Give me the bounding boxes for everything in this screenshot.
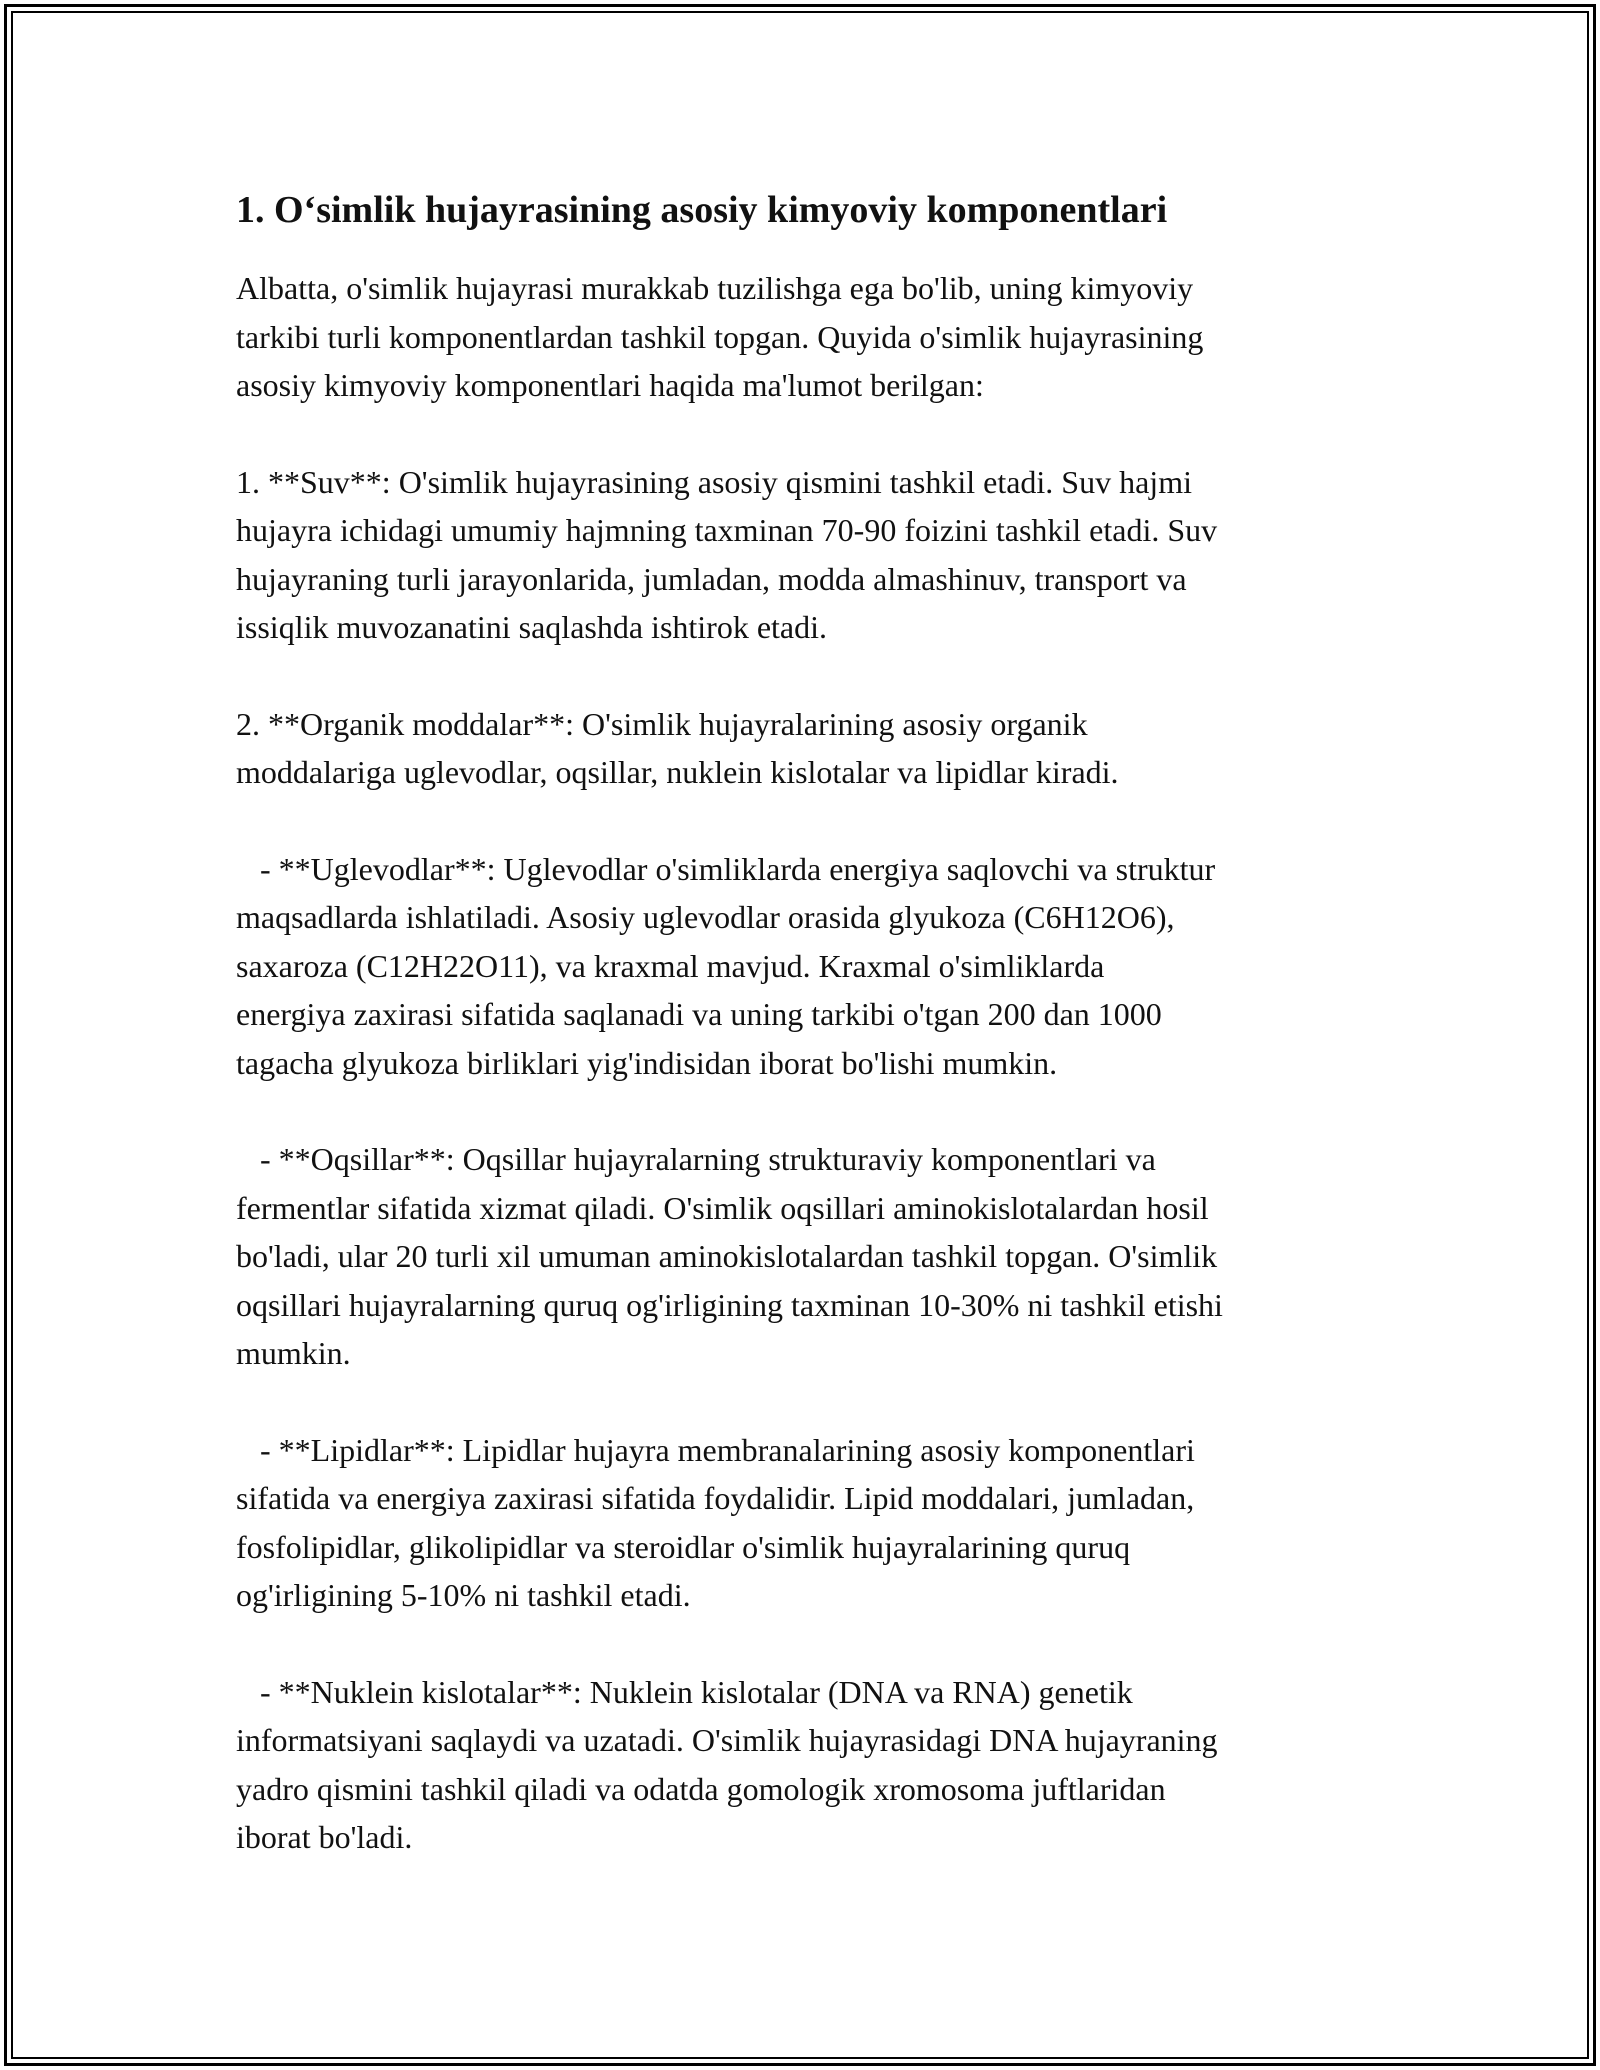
document-body	[236, 186, 1376, 1910]
paragraph-carbohydrates: - **Uglevodlar**: Uglevodlar o'simliklarda energiya saqlovchi va struktur maqsadlarda ishlatiladi. Asosiy uglevodlar orasida glyukoza (C6H12O6), saxaroza (C12H22O11), va kraxmal mavjud. Kraxmal o'simliklarda energiya zaxirasi sifatida saqlanadi va uning tarkibi o'tgan 200 dan 1000 tagacha glyukoza birliklari yig'indisidan iborat bo'lishi mumkin.	[236, 850, 1216, 1081]
paragraph-nucleic-acids: - **Nuklein kislotalar**: Nuklein kislotalar (DNA va RNA) genetik informatsiyani saqlaydi va uzatadi. O'simlik hujayrasidagi DNA hujayraning yadro qismini tashkil qiladi va odatda gomologik xromosoma juftlaridan iborat bo'ladi.	[236, 1673, 1218, 1855]
section-heading: 1. O‘simlik hujayrasining asosiy kimyoviy komponentlari	[236, 189, 1168, 231]
paragraph-intro: Albatta, o'simlik hujayrasi murakkab tuzilishga ega bo'lib, uning kimyoviy tarkibi turli komponentlardan tashkil topgan. Quyida o'simlik hujayrasining asosiy kimyoviy komponentlari haqida ma'lumot berilgan:	[236, 270, 1204, 403]
paragraph-lipids: - **Lipidlar**: Lipidlar hujayra membranalarining asosiy komponentlari sifatida va energiya zaxirasi sifatida foydalidir. Lipid moddalari, jumladan, fosfolipidlar, glikolipidlar va steroidlar o'simlik hujayralarining quruq og'irligining 5-10% ni tashkil etadi.	[236, 1431, 1195, 1613]
paragraph-organic-substances: 2. **Organik moddalar**: O'simlik hujayralarining asosiy organik moddalariga uglevodlar, oqsillar, nuklein kislotalar va lipidlar kiradi.	[236, 705, 1119, 790]
paragraph-water: 1. **Suv**: O'simlik hujayrasining asosiy qismini tashkil etadi. Suv hajmi hujayra ichidagi umumiy hajmning taxminan 70-90 foizini tashkil etadi. Suv hujayraning turli jarayonlarida, jumladan, modda almashinuv, transport va issiqlik muvozanatini saqlashda ishtirok etadi.	[236, 463, 1218, 645]
paragraph-proteins: - **Oqsillar**: Oqsillar hujayralarning strukturaviy komponentlari va fermentlar sifatida xizmat qiladi. O'simlik oqsillari aminokislotalardan hosil bo'ladi, ular 20 turli xil umuman aminokislotalardan tashkil topgan. O'simlik oqsillari hujayralarning quruq og'irligining taxminan 10-30% ni tashkil etishi mumkin.	[236, 1141, 1223, 1371]
